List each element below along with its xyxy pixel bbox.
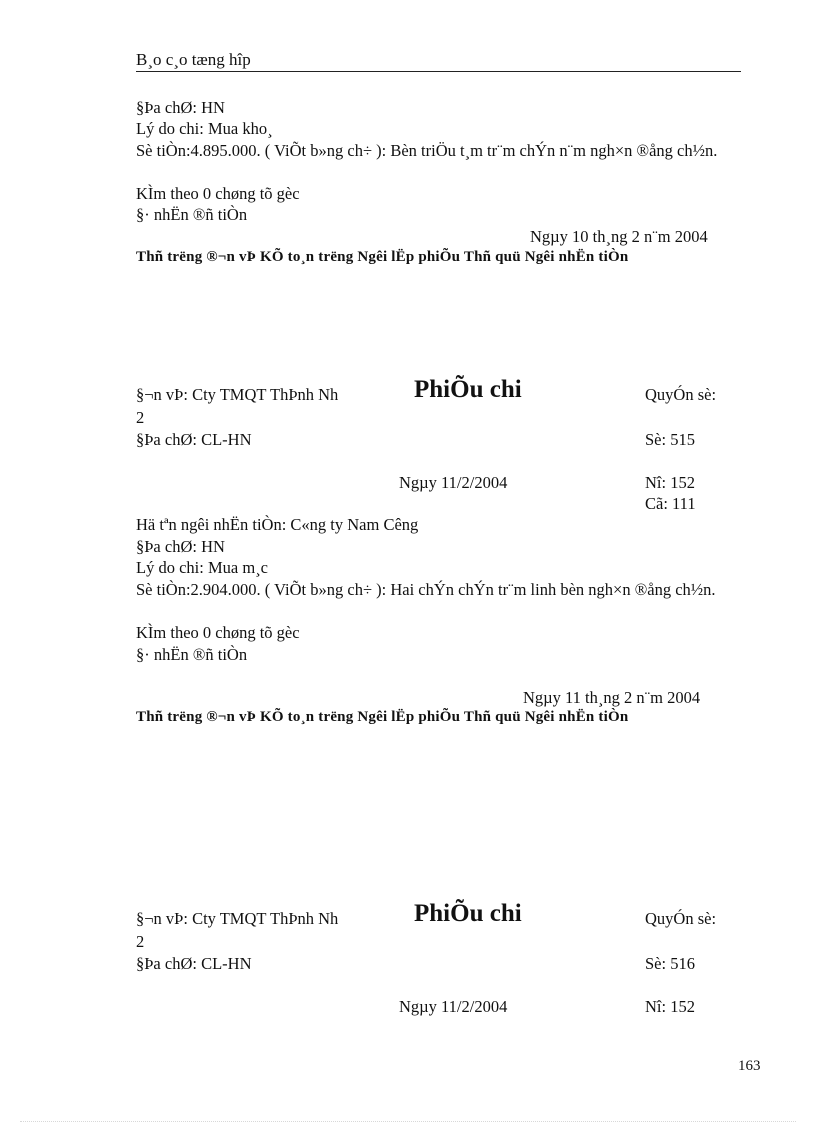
v1-signatures: Thñ trëng ®¬n vÞ KÕ to¸n trëng Ngêi lËp phiÕu Thñ quü Ngêi nhËn tiÒn bbox=[136, 709, 629, 725]
v2-unit-cont: 2 bbox=[136, 932, 145, 951]
top-attachments: KÌm theo 0 chøng tõ gèc bbox=[136, 184, 300, 203]
v2-number: Sè: 516 bbox=[645, 954, 695, 973]
v2-title: PhiÕu chi bbox=[414, 900, 522, 927]
top-address: §Þa chØ: HN bbox=[136, 98, 225, 117]
v1-book: QuyÓn sè: bbox=[645, 385, 717, 404]
top-date: Ngµy 10 th¸ng 2 n¨m 2004 bbox=[530, 227, 708, 246]
v2-address: §Þa chØ: CL-HN bbox=[136, 954, 252, 973]
v2-unit: §¬n vÞ: Cty TMQT ThÞnh Nh bbox=[136, 909, 339, 928]
v1-date: Ngµy 11 th¸ng 2 n¨m 2004 bbox=[523, 688, 701, 707]
v1-number: Sè: 515 bbox=[645, 430, 695, 449]
top-amount: Sè tiÒn:4.895.000. ( ViÕt b»ng ch÷ ): Bèn triÖu t¸m tr¨m chÝn n¨m ngh×n ®ång ch½n. bbox=[136, 141, 718, 160]
running-header: B¸o c¸o tæng hîp bbox=[136, 50, 251, 69]
header-rule bbox=[136, 71, 741, 72]
v1-date-short: Ngµy 11/2/2004 bbox=[399, 473, 508, 492]
top-received: §· nhËn ®ñ tiÒn bbox=[136, 205, 248, 224]
v1-payee: Hä tªn ngêi nhËn tiÒn: C«ng ty Nam Cêng bbox=[136, 515, 419, 534]
v1-address: §Þa chØ: CL-HN bbox=[136, 430, 252, 449]
v1-unit: §¬n vÞ: Cty TMQT ThÞnh Nh bbox=[136, 385, 339, 404]
v1-title: PhiÕu chi bbox=[414, 376, 522, 403]
top-reason: Lý do chi: Mua kho¸ bbox=[136, 119, 273, 138]
v1-credit: Cã: 111 bbox=[645, 494, 696, 513]
v2-book: QuyÓn sè: bbox=[645, 909, 717, 928]
v1-debit: Nî: 152 bbox=[645, 473, 695, 492]
v1-received: §· nhËn ®ñ tiÒn bbox=[136, 645, 248, 664]
v1-reason: Lý do chi: Mua m¸c bbox=[136, 558, 268, 577]
top-signatures: Thñ trëng ®¬n vÞ KÕ to¸n trëng Ngêi lËp phiÕu Thñ quü Ngêi nhËn tiÒn bbox=[136, 249, 629, 265]
v2-debit: Nî: 152 bbox=[645, 997, 695, 1016]
v1-attachments: KÌm theo 0 chøng tõ gèc bbox=[136, 623, 300, 642]
page-bottom-border bbox=[20, 1121, 796, 1122]
v2-date-short: Ngµy 11/2/2004 bbox=[399, 997, 508, 1016]
v1-amount: Sè tiÒn:2.904.000. ( ViÕt b»ng ch÷ ): Hai chÝn chÝn tr¨m linh bèn ngh×n ®ång ch½n. bbox=[136, 580, 716, 599]
v1-unit-cont: 2 bbox=[136, 408, 145, 427]
v1-payee-address: §Þa chØ: HN bbox=[136, 537, 225, 556]
page-number: 163 bbox=[738, 1058, 761, 1074]
